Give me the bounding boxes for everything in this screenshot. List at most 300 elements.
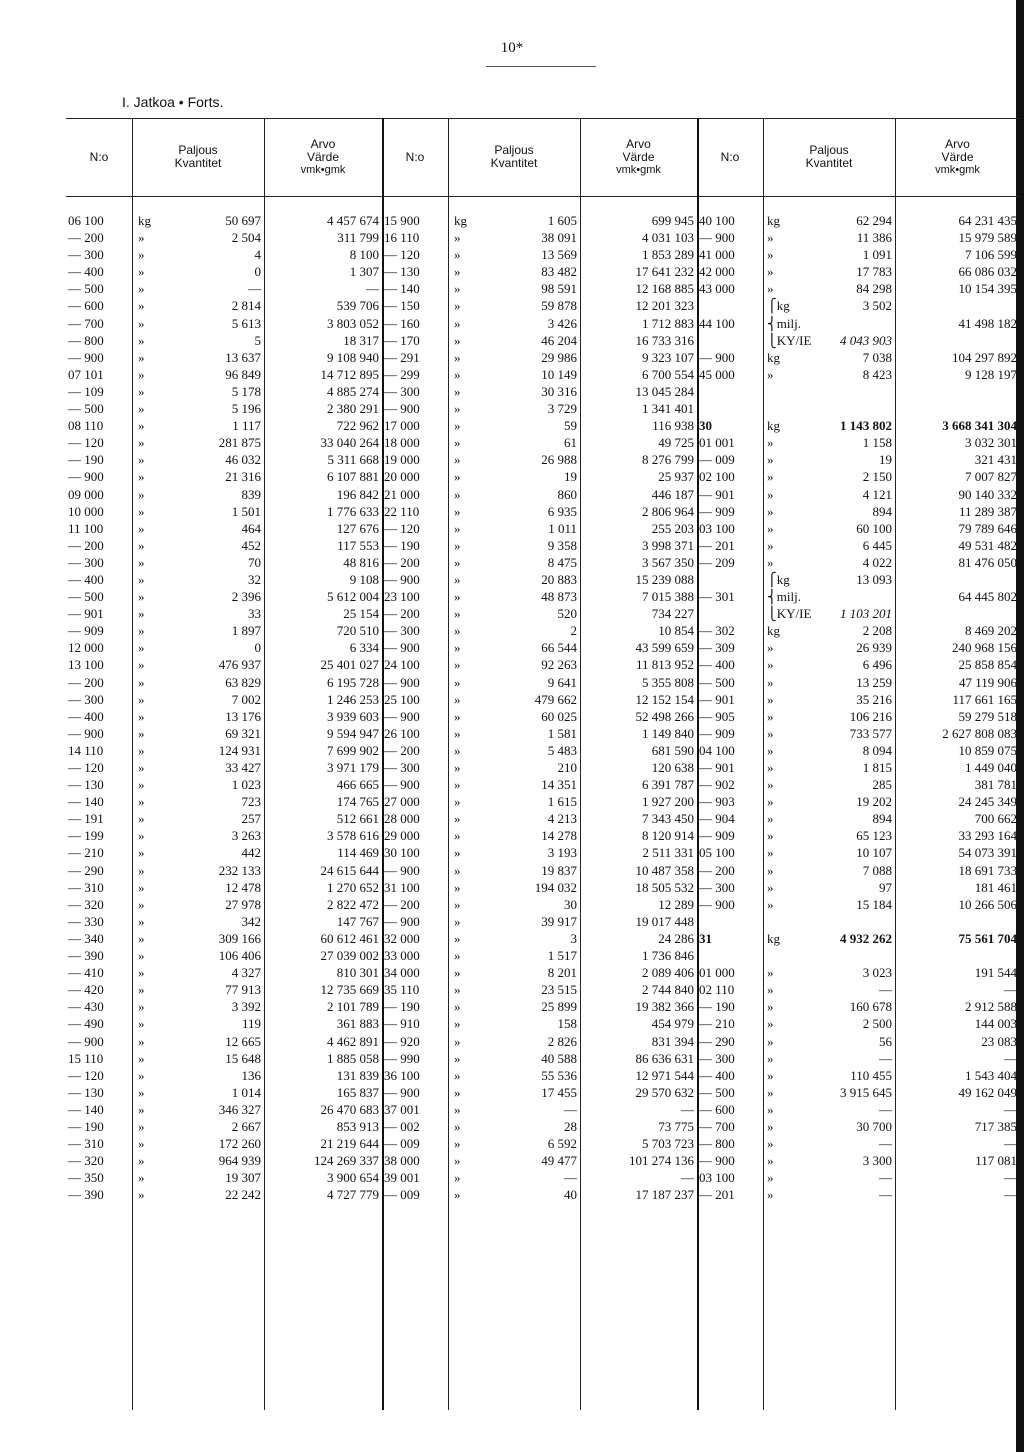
row-unit: » — [767, 777, 774, 793]
row-number: — 500 — [699, 674, 735, 690]
row-value: 12 168 885 — [635, 281, 694, 297]
row-number: 16 110 — [384, 230, 420, 246]
row-quantity: 281 875 — [218, 435, 261, 451]
row-number: — 300 — [68, 691, 104, 707]
header-value-unit: vmk•gmk — [935, 163, 980, 176]
row-quantity: 62 294 — [856, 213, 892, 228]
row-unit: » — [454, 264, 461, 280]
row-number: — 909 — [699, 503, 735, 519]
row-value: 117 661 165 — [952, 691, 1017, 707]
row-value: 12 735 669 — [320, 982, 379, 998]
row-value: 33 293 164 — [958, 828, 1017, 844]
row-value: 24 286 — [658, 930, 694, 946]
row-unit: » — [454, 623, 461, 639]
row-number: — 301 — [699, 589, 735, 605]
row-unit: » — [767, 674, 774, 690]
row-quantity: 40 — [564, 1187, 577, 1203]
row-unit: » — [138, 845, 145, 861]
row-value: — — [1004, 982, 1017, 998]
row-quantity: 97 — [879, 879, 892, 895]
row-value: 4 457 674 — [327, 213, 379, 228]
row-unit: » — [138, 452, 145, 468]
table-row — [697, 998, 1020, 1015]
row-unit: » — [454, 349, 461, 365]
table-row — [66, 725, 382, 742]
row-unit: » — [138, 640, 145, 656]
row-value: 831 394 — [651, 1033, 694, 1049]
row-number: — 200 — [68, 537, 104, 553]
row-value: 10 859 075 — [958, 742, 1017, 758]
table-row — [697, 451, 1020, 468]
header-quantity-sv: Kvantitet — [174, 156, 222, 170]
row-unit: ⎧kg — [767, 571, 790, 587]
table-row — [382, 451, 697, 468]
table-row — [382, 520, 697, 537]
row-unit: » — [454, 982, 461, 998]
table-row — [66, 622, 382, 639]
row-quantity: 32 — [248, 571, 261, 587]
row-quantity: 23 515 — [541, 982, 577, 998]
row-value: 1 149 840 — [642, 725, 694, 741]
row-value: 47 119 906 — [958, 674, 1017, 690]
table-row — [382, 383, 697, 400]
row-number: — 490 — [68, 1016, 104, 1032]
row-quantity: 6 935 — [547, 503, 577, 519]
row-value: 361 883 — [336, 1016, 379, 1032]
row-value: 165 837 — [336, 1084, 379, 1100]
row-value: 117 081 — [975, 1153, 1017, 1169]
row-number: — 901 — [68, 606, 104, 622]
row-quantity: 452 — [241, 537, 261, 553]
table-row — [697, 1084, 1020, 1101]
row-value: 12 201 323 — [635, 298, 694, 314]
row-number: — 009 — [699, 452, 735, 468]
row-quantity: 346 327 — [218, 1101, 261, 1117]
row-value: 454 979 — [651, 1016, 694, 1032]
row-unit: » — [454, 640, 461, 656]
row-unit: » — [767, 1033, 774, 1049]
row-quantity: 2 504 — [231, 230, 261, 246]
row-quantity — [786, 588, 895, 605]
row-number: — 600 — [699, 1101, 735, 1117]
row-quantity: 19 — [879, 452, 892, 468]
row-quantity: 13 176 — [225, 708, 261, 724]
row-quantity: 476 937 — [218, 657, 261, 673]
row-unit: » — [138, 708, 145, 724]
row-quantity: 110 455 — [850, 1067, 892, 1083]
row-number: — 500 — [68, 281, 104, 297]
row-unit: » — [454, 1084, 461, 1100]
row-quantity: 3 193 — [547, 845, 577, 861]
table-row — [382, 844, 697, 861]
row-number: 04 100 — [699, 742, 735, 758]
row-number: — 910 — [384, 1016, 420, 1032]
row-quantity: 19 — [564, 469, 577, 485]
row-number: — 900 — [68, 349, 104, 365]
page-number-rule — [486, 66, 596, 67]
row-number: — 900 — [68, 469, 104, 485]
row-number — [697, 332, 763, 349]
table-row — [382, 622, 697, 639]
row-unit: » — [138, 1170, 145, 1186]
row-value: 6 334 — [349, 640, 379, 656]
row-number: — 190 — [68, 1118, 104, 1134]
row-quantity: 3 502 — [862, 298, 892, 314]
row-unit: » — [767, 725, 774, 741]
row-number: 12 000 — [68, 640, 104, 656]
table-row — [66, 998, 382, 1015]
table-row — [382, 879, 697, 896]
row-quantity: 1 501 — [231, 503, 261, 519]
row-unit: » — [767, 862, 774, 878]
row-unit: » — [767, 657, 774, 673]
table-row — [382, 964, 697, 981]
row-quantity: 257 — [241, 811, 261, 827]
row-unit: » — [454, 435, 461, 451]
row-value: — — [1004, 1136, 1017, 1152]
row-quantity: 30 700 — [856, 1118, 892, 1134]
row-number: — 140 — [384, 281, 420, 297]
table-row — [66, 554, 382, 571]
row-quantity: 25 899 — [541, 999, 577, 1015]
row-number: — 900 — [384, 640, 420, 656]
row-quantity: 5 483 — [547, 742, 577, 758]
row-value: 52 498 266 — [635, 708, 694, 724]
row-unit: » — [454, 657, 461, 673]
row-number: 15 110 — [68, 1050, 104, 1066]
table-row — [697, 793, 1020, 810]
row-number: — 904 — [699, 811, 735, 827]
row-quantity: 13 637 — [225, 349, 261, 365]
row-quantity: 6 496 — [862, 657, 892, 673]
row-quantity: 3 729 — [547, 401, 577, 417]
row-number: — 500 — [68, 589, 104, 605]
table-row — [66, 417, 382, 434]
row-number: 13 100 — [68, 657, 104, 673]
table-row — [382, 810, 697, 827]
row-unit: » — [454, 469, 461, 485]
row-quantity: 1 615 — [547, 794, 577, 810]
row-unit: » — [767, 794, 774, 810]
table-row — [66, 503, 382, 520]
row-quantity: 1 117 — [232, 418, 261, 434]
row-unit: » — [767, 691, 774, 707]
row-number: 03 100 — [699, 1170, 735, 1186]
row-value: 12 971 544 — [635, 1067, 694, 1083]
row-number: — 905 — [699, 708, 735, 724]
table-row — [66, 776, 382, 793]
row-unit: » — [138, 725, 145, 741]
row-number: 08 110 — [68, 418, 104, 434]
row-number: 32 000 — [384, 930, 420, 946]
row-value: 117 553 — [337, 537, 379, 553]
row-value: 66 086 032 — [958, 264, 1017, 280]
row-quantity: 10 107 — [856, 845, 892, 861]
header-no-label: N:o — [89, 149, 109, 164]
row-value: 2 912 588 — [965, 999, 1017, 1015]
row-quantity: 17 455 — [541, 1084, 577, 1100]
row-unit: » — [138, 862, 145, 878]
row-value: 9 128 197 — [965, 366, 1017, 382]
row-value: — — [1004, 1050, 1017, 1066]
row-quantity: 2 396 — [231, 589, 261, 605]
row-value: 25 401 027 — [320, 657, 379, 673]
row-unit: » — [138, 760, 145, 775]
row-unit: » — [767, 965, 774, 981]
table-row — [382, 656, 697, 673]
row-value: 2 089 406 — [642, 965, 694, 981]
row-number: 45 000 — [699, 366, 735, 382]
table-row — [697, 554, 1020, 571]
row-quantity: 27 978 — [225, 896, 261, 912]
row-unit: kg — [767, 930, 780, 946]
row-value — [895, 571, 1020, 588]
header-value-sv: Värde — [306, 149, 340, 164]
header-quantity-fi: Paljous — [494, 143, 534, 157]
row-unit: » — [767, 486, 774, 502]
row-unit: » — [138, 879, 145, 895]
table-row — [697, 930, 1020, 947]
row-unit: » — [138, 298, 145, 314]
table-row — [697, 1135, 1020, 1152]
row-unit: ⎧kg — [767, 298, 790, 314]
row-quantity: 3 300 — [862, 1153, 892, 1169]
row-value: — — [1004, 1101, 1017, 1117]
table-row — [697, 263, 1020, 280]
row-number: — 200 — [68, 674, 104, 690]
row-value: 512 661 — [336, 811, 379, 827]
row-number: 23 100 — [384, 589, 420, 605]
row-quantity: 26 939 — [856, 640, 892, 656]
row-unit: » — [138, 896, 145, 912]
row-unit: » — [138, 742, 145, 758]
row-number: 35 110 — [384, 982, 420, 998]
table-row — [382, 349, 697, 366]
table-row — [697, 1152, 1020, 1169]
row-quantity: 48 873 — [541, 589, 577, 605]
row-number — [697, 400, 763, 417]
row-quantity: 520 — [557, 606, 577, 622]
table-row — [382, 434, 697, 451]
row-number: 38 000 — [384, 1153, 420, 1169]
table-row — [697, 708, 1020, 725]
table-row — [66, 827, 382, 844]
table-row — [66, 1067, 382, 1084]
row-number: — 300 — [384, 383, 420, 399]
table-row — [66, 1015, 382, 1032]
row-quantity — [786, 913, 895, 930]
row-quantity: 3 392 — [231, 999, 261, 1015]
row-number: — 120 — [384, 247, 420, 263]
row-value: 2 511 331 — [642, 845, 694, 861]
row-value: 11 289 387 — [958, 503, 1017, 519]
row-unit: » — [138, 366, 145, 382]
row-number: — 009 — [384, 1187, 420, 1203]
row-value: 6 195 728 — [327, 674, 379, 690]
row-value: 5 355 808 — [642, 674, 694, 690]
row-unit: » — [767, 1050, 774, 1066]
row-value: 23 083 — [981, 1033, 1017, 1049]
row-unit: » — [767, 435, 774, 451]
row-unit: » — [138, 315, 145, 331]
row-quantity: 15 184 — [856, 896, 892, 912]
row-unit: » — [138, 520, 145, 536]
row-unit: » — [454, 1101, 461, 1117]
row-unit: » — [138, 930, 145, 946]
row-unit — [767, 947, 787, 964]
row-unit: » — [138, 247, 145, 263]
row-value: 853 913 — [336, 1118, 379, 1134]
row-number: 30 100 — [384, 845, 420, 861]
table-row — [382, 605, 697, 622]
table-row — [697, 588, 1020, 605]
row-number: 21 000 — [384, 486, 420, 502]
table-row — [697, 639, 1020, 656]
row-unit: » — [454, 315, 461, 331]
row-quantity: 1 091 — [862, 247, 892, 263]
table-row — [382, 725, 697, 742]
row-number: — 170 — [384, 332, 420, 348]
table-row — [66, 383, 382, 400]
table-row — [66, 1135, 382, 1152]
row-value: 3 668 341 304 — [942, 418, 1017, 434]
row-quantity: 285 — [872, 777, 892, 793]
row-value: 18 317 — [343, 332, 379, 348]
row-quantity: 2 208 — [862, 623, 892, 639]
table-row — [697, 332, 1020, 349]
row-unit: » — [138, 606, 145, 622]
row-number: — 300 — [384, 760, 420, 775]
row-number: — 201 — [699, 1187, 735, 1203]
row-value: 3 578 616 — [327, 828, 379, 844]
row-quantity: 0 — [254, 264, 261, 280]
header-value — [264, 118, 382, 196]
row-number: — 909 — [699, 725, 735, 741]
row-number — [697, 571, 763, 588]
row-number: — 299 — [384, 366, 420, 382]
row-unit: » — [767, 1118, 774, 1134]
page-number: 10* — [500, 40, 524, 56]
row-value: 7 699 902 — [327, 742, 379, 758]
row-unit: » — [767, 1170, 774, 1186]
row-unit: » — [138, 999, 145, 1015]
row-unit: » — [767, 554, 774, 570]
table-row — [697, 537, 1020, 554]
row-unit: » — [767, 1016, 774, 1032]
row-number: — 130 — [68, 1084, 104, 1100]
row-value: 27 039 002 — [320, 948, 379, 964]
row-unit: » — [454, 503, 461, 519]
row-unit: » — [767, 982, 774, 998]
table-row — [66, 691, 382, 708]
row-quantity: 7 088 — [862, 862, 892, 878]
row-unit: ⎨milj. — [767, 589, 801, 605]
row-number: 07 101 — [68, 366, 104, 382]
row-value: 64 231 435 — [958, 213, 1017, 228]
row-quantity: 9 641 — [547, 674, 577, 690]
row-quantity: 158 — [557, 1016, 577, 1032]
table-row — [697, 1015, 1020, 1032]
row-quantity: 2 150 — [862, 469, 892, 485]
row-unit: » — [138, 554, 145, 570]
row-quantity: 5 178 — [231, 383, 261, 399]
row-quantity: 723 — [241, 794, 261, 810]
header-value-sv: Värde — [941, 149, 974, 164]
row-number: — 120 — [384, 520, 420, 536]
row-quantity: 4 121 — [862, 486, 892, 502]
row-quantity: 160 678 — [849, 999, 892, 1015]
table-row — [697, 417, 1020, 434]
row-value: 5 612 004 — [327, 589, 379, 605]
row-number: — 903 — [699, 794, 735, 810]
table-row — [697, 810, 1020, 827]
row-unit: » — [138, 230, 145, 246]
table-row — [697, 246, 1020, 263]
table-row — [382, 708, 697, 725]
row-quantity: 119 — [241, 1016, 261, 1032]
table-row — [382, 827, 697, 844]
row-number: — 300 — [68, 554, 104, 570]
row-value: 2 101 789 — [327, 999, 379, 1015]
row-unit: kg — [767, 213, 780, 228]
row-value: — — [366, 281, 379, 297]
row-number: — 700 — [68, 315, 104, 331]
row-value: — — [681, 1170, 694, 1186]
row-quantity: 19 307 — [225, 1170, 261, 1186]
row-quantity: 61 — [564, 435, 577, 451]
row-value: 1 543 404 — [965, 1067, 1017, 1083]
row-unit: kg — [138, 213, 151, 228]
row-unit: » — [138, 503, 145, 519]
row-quantity: 7 038 — [862, 349, 892, 365]
row-value: 5 703 723 — [642, 1136, 694, 1152]
table-row — [66, 537, 382, 554]
table-row — [697, 1033, 1020, 1050]
row-number: — 009 — [384, 1136, 420, 1152]
row-quantity: 8 094 — [862, 742, 892, 758]
row-number: 41 000 — [699, 247, 735, 263]
table-row — [66, 844, 382, 861]
row-quantity: 1 143 802 — [840, 418, 892, 434]
row-number — [697, 913, 763, 930]
row-value: 5 311 668 — [327, 452, 379, 468]
row-unit: » — [454, 452, 461, 468]
row-quantity: 894 — [872, 811, 892, 827]
row-value: 722 962 — [336, 418, 379, 434]
row-quantity: 50 697 — [225, 213, 261, 228]
row-quantity: 19 202 — [856, 794, 892, 810]
row-quantity: 5 196 — [231, 401, 261, 417]
table-row — [66, 930, 382, 947]
row-value: 4 462 891 — [327, 1033, 379, 1049]
row-unit: » — [138, 1050, 145, 1066]
row-value: 7 343 450 — [642, 811, 694, 827]
row-number: 19 000 — [384, 452, 420, 468]
table-row — [66, 1101, 382, 1118]
row-unit: » — [767, 1187, 774, 1203]
row-unit: » — [454, 760, 461, 775]
row-quantity: 1 011 — [548, 520, 577, 536]
table-row — [66, 793, 382, 810]
row-quantity: 4 — [254, 247, 261, 263]
table-row — [66, 947, 382, 964]
row-quantity: 63 829 — [225, 674, 261, 690]
row-quantity: — — [879, 982, 892, 998]
row-value: 18 691 733 — [958, 862, 1017, 878]
row-value: 33 040 264 — [320, 435, 379, 451]
row-quantity: 40 588 — [541, 1050, 577, 1066]
table-row — [66, 349, 382, 366]
